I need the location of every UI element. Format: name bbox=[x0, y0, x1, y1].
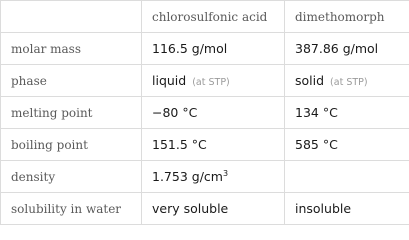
cell-chlorosulfonic-molar-mass: 116.5 g/mol bbox=[142, 33, 285, 65]
cell-chlorosulfonic-phase bbox=[142, 65, 285, 97]
cell-dimethomorph-melting-point: 134 °C bbox=[285, 97, 409, 129]
cell-dimethomorph-phase bbox=[285, 65, 409, 97]
cell-chlorosulfonic-solubility: very soluble bbox=[142, 193, 285, 225]
row-label-solubility-in-water: solubility in water bbox=[1, 193, 142, 225]
header-empty-cell bbox=[1, 1, 142, 33]
header-row bbox=[1, 1, 409, 33]
cell-chlorosulfonic-melting-point: −80 °C bbox=[142, 97, 285, 129]
table-row bbox=[1, 65, 409, 97]
phase-value: liquid bbox=[152, 73, 187, 88]
cell-chlorosulfonic-density bbox=[142, 161, 285, 193]
table-row bbox=[1, 161, 409, 193]
phase-note: (at STP) bbox=[330, 77, 368, 88]
table-row bbox=[1, 33, 409, 65]
cell-dimethomorph-boiling-point: 585 °C bbox=[285, 129, 409, 161]
phase-note: (at STP) bbox=[192, 77, 230, 88]
table-row bbox=[1, 193, 409, 225]
header-chlorosulfonic-acid: chlorosulfonic acid bbox=[142, 1, 285, 33]
cell-dimethomorph-solubility: insoluble bbox=[285, 193, 409, 225]
density-value: 1.753 g/cm bbox=[152, 169, 223, 184]
row-label-density: density bbox=[1, 161, 142, 193]
cell-chlorosulfonic-boiling-point: 151.5 °C bbox=[142, 129, 285, 161]
cell-dimethomorph-molar-mass: 387.86 g/mol bbox=[285, 33, 409, 65]
table-row bbox=[1, 97, 409, 129]
row-label-melting-point: melting point bbox=[1, 97, 142, 129]
header-dimethomorph: dimethomorph bbox=[285, 1, 409, 33]
row-label-molar-mass: molar mass bbox=[1, 33, 142, 65]
phase-value: solid bbox=[295, 73, 325, 88]
row-label-boiling-point: boiling point bbox=[1, 129, 142, 161]
table-row bbox=[1, 129, 409, 161]
cell-dimethomorph-density bbox=[285, 161, 409, 193]
row-label-phase: phase bbox=[1, 65, 142, 97]
density-exponent: 3 bbox=[222, 168, 229, 178]
